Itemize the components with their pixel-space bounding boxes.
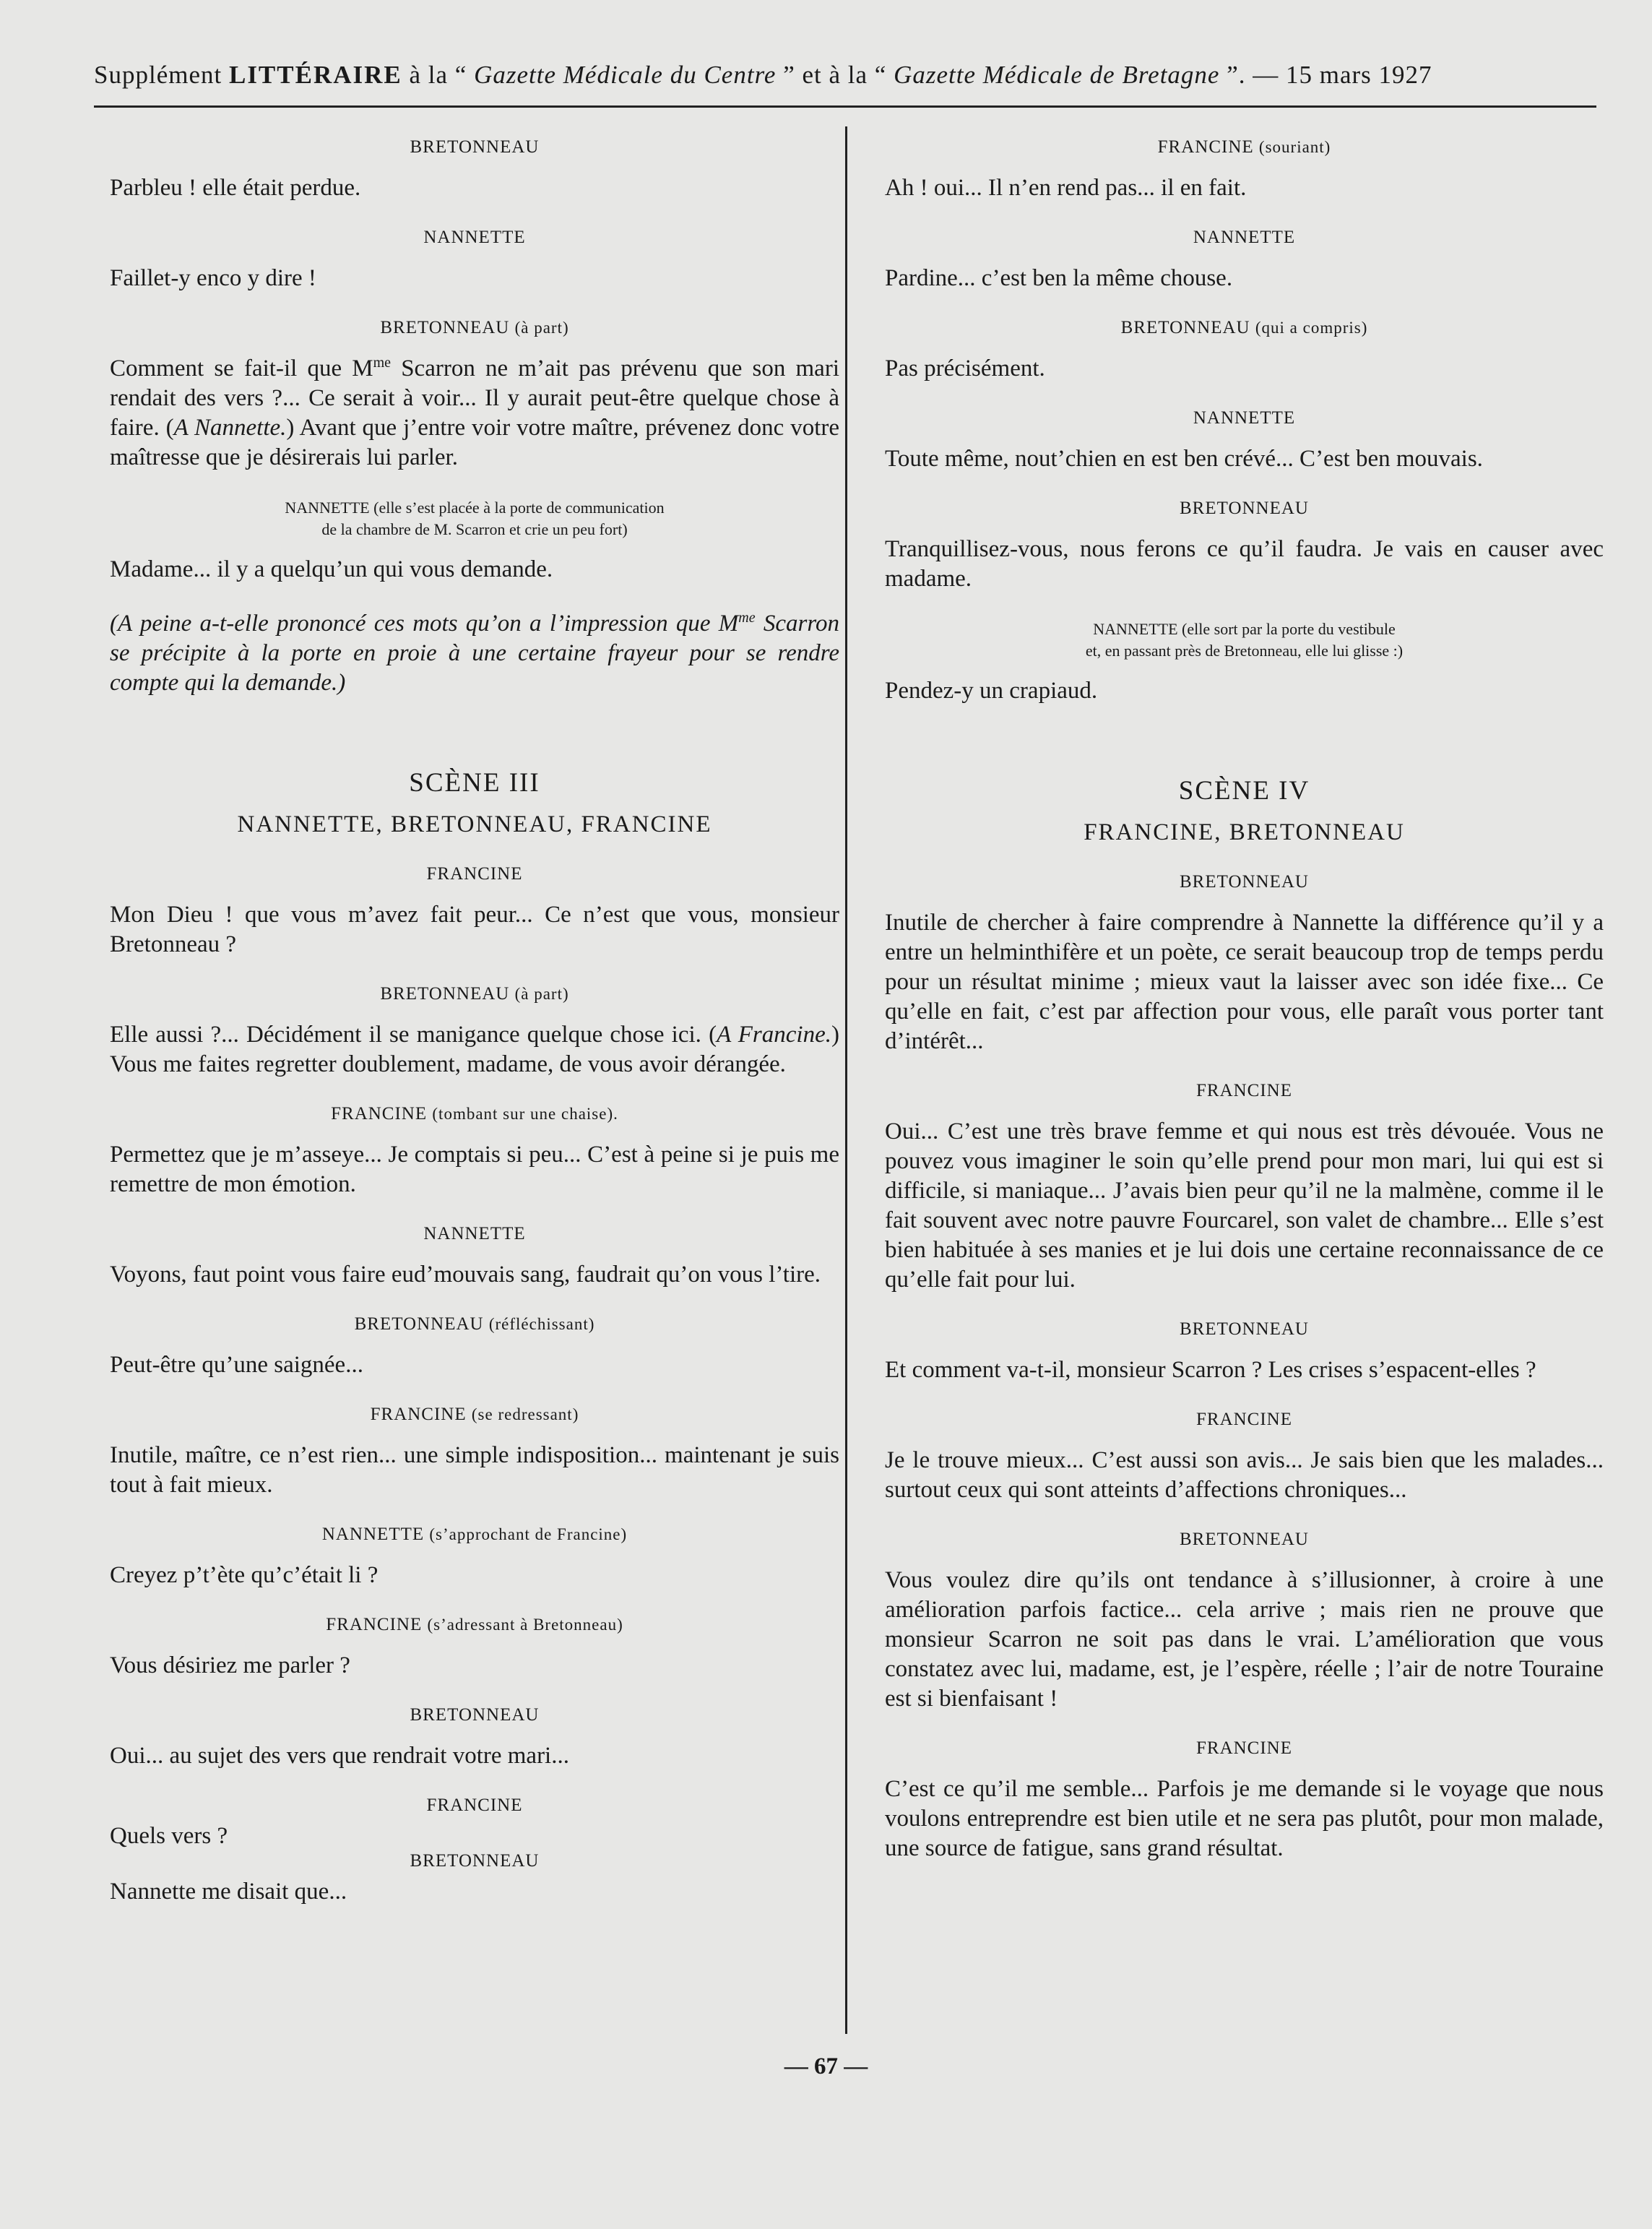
left-column [110,137,839,1931]
stage-direction-inline: (se redressant) [471,1405,579,1423]
stage-direction-inline: (qui a compris) [1255,319,1368,337]
header-connector-1: à la “ [402,61,475,89]
speaker: NANNETTE [423,1224,526,1243]
dialogue-line [110,1020,839,1079]
speaker: FRANCINE [426,1795,523,1815]
right-column [885,137,1604,1888]
dialogue-line: Quels vers ? [110,1823,228,1849]
text-run: ) Avant que j’entre voir votre maître, prévenez donc votre maîtresse que je désirerais lui parler. [110,415,839,470]
speaker-direction-block [110,497,839,540]
dialogue-line: Madame... il y a quelqu’un qui vous demande. [110,556,553,582]
dialogue-line: Creyez p’t’ète qu’c’était li ? [110,1562,379,1588]
speaker-name: NANNETTE [321,1525,425,1544]
text-run: ) Vous me faites regretter doublement, madame, de vous avoir dérangée. [110,1022,839,1077]
italic-aside: A Nannette. [173,415,287,441]
stage-direction-inline: (à part) [514,319,569,337]
header-journal-centre: Gazette Médicale du Centre [474,61,777,89]
speaker: FRANCINE [1195,1081,1292,1100]
speaker-with-direction [110,318,839,338]
dialogue-line: Tranquillisez-vous, nous ferons ce qu’il faudra. Je vais en causer avec madame. [885,536,1604,592]
header-rule [94,105,1596,108]
speaker: BRETONNEAU [410,1851,540,1871]
stage-direction-inline: (s’approchant de Francine) [429,1525,628,1543]
dialogue-line: Ah ! oui... Il n’en rend pas... il en fait. [885,175,1247,201]
stage-direction [110,609,839,698]
scene-characters: FRANCINE, BRETONNEAU [1084,819,1405,845]
speaker-with-direction [110,1314,839,1335]
dialogue-line: Pardine... c’est ben la même chouse. [885,265,1233,291]
page-number: — 67 — [784,2053,868,2079]
running-header [94,61,1596,90]
speaker-name: BRETONNEAU [354,1314,484,1334]
speaker-with-direction [110,1104,839,1124]
stage-direction-inline: (réfléchissant) [488,1315,595,1333]
dialogue-line: C’est ce qu’il me semble... Parfois je me demande si le voyage que nous voulons entreprendre est bien utile et ne sera pas plutôt, pour mon malade, une source de fatigue, sans grand résultat. [885,1776,1604,1861]
dialogue-line: Je le trouve mieux... C’est aussi son avis... Je sais bien que les malades... surtout ceux qui sont atteints d’affections chroniques... [885,1447,1604,1503]
speaker-direction-line: NANNETTE (elle s’est placée à la porte de communication [285,499,665,517]
dialogue-line: Vous voulez dire qu’ils ont tendance à s’illusionner, à croire à une amélioration parfois factice... cela arrive ; mais rien ne prouve que monsieur Scarron ne soit pas dans le vrai. L’amélioration que vous constatez avec lui, madame, est, je l’espère, réelle ; l’air de notre Touraine est si bienfaisant ! [885,1567,1604,1712]
dialogue-line: Peut-être qu’une saignée... [110,1352,363,1378]
speaker: BRETONNEAU [1180,499,1309,518]
scene-characters: NANNETTE, BRETONNEAU, FRANCINE [237,811,712,837]
header-prefix: Supplément [94,61,229,89]
speaker-with-direction [110,1405,839,1425]
speaker: BRETONNEAU [1180,1319,1309,1339]
dialogue-line: Pendez-y un crapiaud. [885,678,1098,704]
text-run: (A peine a-t-elle prononcé ces mots qu’on a l’impression que M [110,611,739,637]
speaker-name: BRETONNEAU [380,984,510,1004]
dialogue-line: Oui... au sujet des vers que rendrait votre mari... [110,1743,569,1769]
dialogue-line: Oui... C’est une très brave femme et qui nous est très dévouée. Vous ne pouvez vous imaginer le soin qu’elle prend pour mon mari, lui qui est si difficile, si maniaque... J’avais bien peur qu’il ne la malmène, comme il le fait souvent avec notre pauvre Fourcarel, son valet de chambre... Elle s’est bien habituée à ses manies et je lui dois une certaine reconnaissance de ce qu’elle fait pour lui. [885,1118,1604,1293]
speaker-with-direction [110,1525,839,1545]
superscript: me [373,355,392,371]
stage-direction-inline: (s’adressant à Bretonneau) [427,1616,623,1634]
text-run: Elle aussi ?... Décidément il se manigance quelque chose ici. ( [110,1022,717,1048]
dialogue-line: Permettez que je m’asseye... Je comptais si peu... C’est à peine si je puis me remettre de mon émotion. [110,1142,839,1197]
header-supplement-label: LITTÉRAIRE [228,61,402,89]
speaker-name: BRETONNEAU [1120,318,1250,337]
stage-direction-inline: (souriant) [1258,138,1331,156]
text-run: Comment se fait-il que M [110,355,373,381]
dialogue-line: Et comment va-t-il, monsieur Scarron ? Les crises s’espacent-elles ? [885,1357,1536,1383]
speaker-name: FRANCINE [1157,137,1254,157]
text-run: Scarron ne m’ait pas prévenu que son mari rendait des vers ?... Ce serait à voir... Il y aurait peut-être quelque chose à faire. ( [110,355,839,441]
speaker: NANNETTE [1193,228,1296,247]
dialogue-line: Toute même, nout’chien en est ben crévé... C’est ben mouvais. [885,446,1483,472]
speaker-with-direction [110,984,839,1004]
speaker: BRETONNEAU [1180,872,1309,892]
stage-direction-inline: (tombant sur une chaise). [432,1105,618,1123]
header-connector-2: ” et à la “ [776,61,894,89]
dialogue-line: Voyons, faut point vous faire eud’mouvais sang, faudrait qu’on vous l’tire. [110,1262,821,1288]
dialogue-line: Mon Dieu ! que vous m’avez fait peur... Ce n’est que vous, monsieur Bretonneau ? [110,902,839,957]
speaker: FRANCINE [1195,1410,1292,1429]
dialogue-line: Parbleu ! elle était perdue. [110,175,361,201]
dialogue-line [110,354,839,473]
speaker-direction-block [885,618,1604,662]
speaker-direction-line: de la chambre de M. Scarron et crie un peu fort) [321,520,628,538]
dialogue-line: Inutile de chercher à faire comprendre à Nannette la différence qu’il y a entre un helminthifère et un poète, ce serait beaucoup trop de temps perdu pour un résultat minime ; mieux vaut la laisser avec son idée fixe... Ce qu’elle en fait, c’est par affection pour vous, elle paraît vous porter tant d’intérêt... [885,910,1604,1054]
speaker-direction-line: NANNETTE (elle sort par la porte du vestibule [1093,620,1396,638]
text-run: Scarron se précipite à la porte en proie à une certaine frayeur pour se rendre compte qui la demande.) [110,611,839,696]
speaker: NANNETTE [1193,408,1296,428]
speaker: NANNETTE [423,228,526,247]
dialogue-line: Faillet-y enco y dire ! [110,265,316,291]
scene-title: SCÈNE III [409,768,540,798]
speaker: BRETONNEAU [1180,1530,1309,1549]
stage-direction-inline: (à part) [514,985,569,1003]
header-date: ”. — 15 mars 1927 [1219,61,1432,89]
speaker: BRETONNEAU [410,1705,540,1725]
speaker-name: FRANCINE [331,1104,428,1124]
header-journal-bretagne: Gazette Médicale de Bretagne [894,61,1220,89]
speaker: FRANCINE [1195,1738,1292,1758]
dialogue-line: Nannette me disait que... [110,1879,347,1905]
speaker-direction-line: et, en passant près de Bretonneau, elle lui glisse :) [1085,642,1404,660]
speaker-with-direction [885,137,1604,158]
dialogue-line: Pas précisément. [885,355,1045,381]
speaker: BRETONNEAU [410,137,540,157]
speaker-with-direction [110,1615,839,1635]
scene-title: SCÈNE IV [1178,776,1310,806]
speaker-name: BRETONNEAU [380,318,510,337]
superscript: me [738,610,756,626]
column-divider [845,126,847,2034]
dialogue-line: Inutile, maître, ce n’est rien... une simple indisposition... maintenant je suis tout à fait mieux. [110,1442,839,1498]
speaker-with-direction [885,318,1604,338]
speaker-name: FRANCINE [370,1405,467,1424]
speaker-name: FRANCINE [326,1615,423,1634]
dialogue-line: Vous désiriez me parler ? [110,1652,350,1678]
italic-aside: A Francine. [717,1022,831,1048]
speaker: FRANCINE [426,864,523,884]
